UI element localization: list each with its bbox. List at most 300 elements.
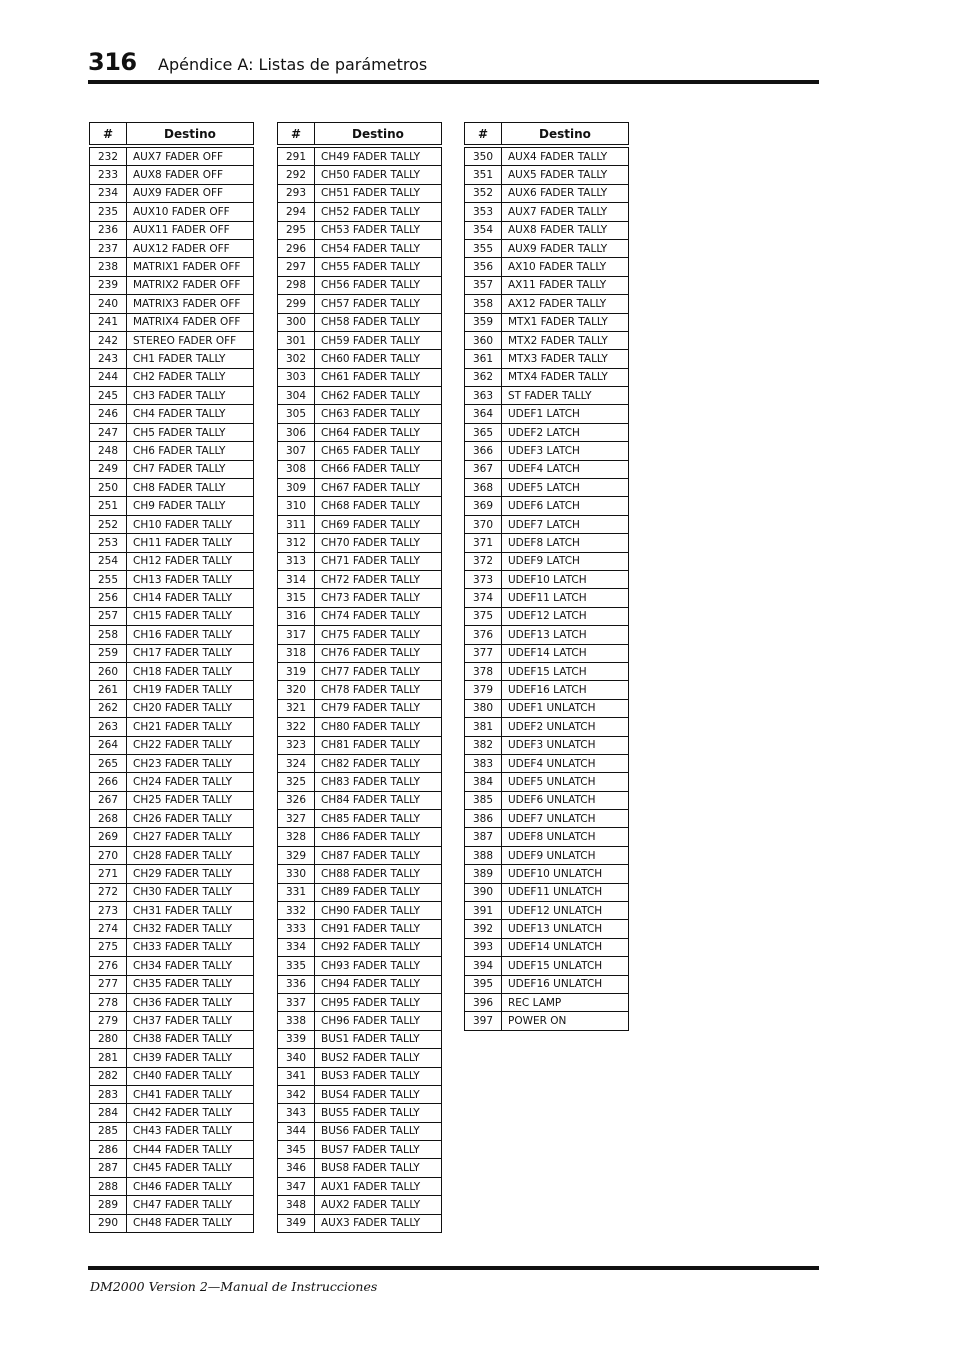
table-row xyxy=(278,1012,442,1030)
param-number: 232 xyxy=(90,146,127,166)
param-number: 277 xyxy=(90,975,127,993)
param-destino: UDEF11 LATCH xyxy=(502,589,629,607)
table-row xyxy=(278,883,442,901)
param-destino: CH66 FADER TALLY xyxy=(315,460,442,478)
param-number: 345 xyxy=(278,1141,315,1159)
param-destino: CH90 FADER TALLY xyxy=(315,902,442,920)
table-row xyxy=(278,791,442,809)
table-row xyxy=(90,221,254,239)
table-row xyxy=(465,515,629,533)
table-row xyxy=(278,387,442,405)
table-row xyxy=(90,1177,254,1195)
table-row xyxy=(90,387,254,405)
param-destino: CH62 FADER TALLY xyxy=(315,387,442,405)
param-number: 306 xyxy=(278,423,315,441)
table-row xyxy=(90,644,254,662)
table-row xyxy=(278,1085,442,1103)
table-row xyxy=(465,479,629,497)
param-number: 316 xyxy=(278,607,315,625)
param-number: 270 xyxy=(90,846,127,864)
param-destino: CH96 FADER TALLY xyxy=(315,1012,442,1030)
param-number: 272 xyxy=(90,883,127,901)
table-row xyxy=(278,479,442,497)
param-number: 280 xyxy=(90,1030,127,1048)
param-number: 337 xyxy=(278,993,315,1011)
table-row xyxy=(278,442,442,460)
param-number: 237 xyxy=(90,239,127,257)
table-row xyxy=(278,221,442,239)
param-number: 250 xyxy=(90,479,127,497)
param-destino: UDEF10 LATCH xyxy=(502,570,629,588)
table-row xyxy=(90,239,254,257)
page-title: Apéndice A: Listas de parámetros xyxy=(158,55,428,74)
param-destino: UDEF7 LATCH xyxy=(502,515,629,533)
param-number: 253 xyxy=(90,534,127,552)
param-number: 255 xyxy=(90,570,127,588)
table-row xyxy=(465,791,629,809)
param-destino: AUX1 FADER TALLY xyxy=(315,1177,442,1195)
param-number: 335 xyxy=(278,957,315,975)
param-destino: CH93 FADER TALLY xyxy=(315,957,442,975)
param-number: 247 xyxy=(90,423,127,441)
param-number: 360 xyxy=(465,331,502,349)
table-row xyxy=(278,938,442,956)
param-destino: BUS4 FADER TALLY xyxy=(315,1085,442,1103)
param-destino: CH59 FADER TALLY xyxy=(315,331,442,349)
param-number: 317 xyxy=(278,626,315,644)
column-header-number: # xyxy=(278,123,315,147)
param-destino: AUX7 FADER OFF xyxy=(127,146,254,166)
table-row xyxy=(465,810,629,828)
param-destino: MATRIX2 FADER OFF xyxy=(127,276,254,294)
param-destino: CH3 FADER TALLY xyxy=(127,387,254,405)
param-destino: UDEF7 UNLATCH xyxy=(502,810,629,828)
param-destino: CH14 FADER TALLY xyxy=(127,589,254,607)
param-number: 389 xyxy=(465,865,502,883)
param-destino: UDEF4 LATCH xyxy=(502,460,629,478)
table-row xyxy=(465,754,629,772)
param-number: 318 xyxy=(278,644,315,662)
param-destino: CH69 FADER TALLY xyxy=(315,515,442,533)
param-number: 394 xyxy=(465,957,502,975)
table-row xyxy=(278,846,442,864)
param-destino: CH13 FADER TALLY xyxy=(127,570,254,588)
param-destino: CH53 FADER TALLY xyxy=(315,221,442,239)
param-destino: CH32 FADER TALLY xyxy=(127,920,254,938)
param-destino: AX10 FADER TALLY xyxy=(502,258,629,276)
param-number: 266 xyxy=(90,773,127,791)
table-row xyxy=(465,239,629,257)
table-row xyxy=(465,699,629,717)
table-row xyxy=(465,681,629,699)
param-number: 243 xyxy=(90,350,127,368)
param-number: 310 xyxy=(278,497,315,515)
param-number: 384 xyxy=(465,773,502,791)
param-number: 346 xyxy=(278,1159,315,1177)
param-destino: AUX9 FADER TALLY xyxy=(502,239,629,257)
param-destino: CH20 FADER TALLY xyxy=(127,699,254,717)
table-row xyxy=(278,239,442,257)
param-number: 288 xyxy=(90,1177,127,1195)
param-destino: POWER ON xyxy=(502,1012,629,1030)
param-number: 311 xyxy=(278,515,315,533)
param-number: 348 xyxy=(278,1196,315,1214)
param-number: 276 xyxy=(90,957,127,975)
param-number: 365 xyxy=(465,423,502,441)
param-destino: UDEF3 LATCH xyxy=(502,442,629,460)
param-number: 233 xyxy=(90,166,127,184)
param-destino: CH92 FADER TALLY xyxy=(315,938,442,956)
table-row xyxy=(465,993,629,1011)
param-destino: UDEF3 UNLATCH xyxy=(502,736,629,754)
param-destino: CH89 FADER TALLY xyxy=(315,883,442,901)
param-destino: UDEF14 UNLATCH xyxy=(502,938,629,956)
param-number: 392 xyxy=(465,920,502,938)
table-row xyxy=(465,146,629,166)
param-destino: UDEF1 LATCH xyxy=(502,405,629,423)
table-row xyxy=(465,460,629,478)
param-destino: ST FADER TALLY xyxy=(502,387,629,405)
table-row xyxy=(465,883,629,901)
table-row xyxy=(90,534,254,552)
param-destino: REC LAMP xyxy=(502,993,629,1011)
table-row xyxy=(90,1049,254,1067)
table-row xyxy=(90,975,254,993)
param-destino: CH49 FADER TALLY xyxy=(315,146,442,166)
table-row xyxy=(90,810,254,828)
param-destino: MATRIX1 FADER OFF xyxy=(127,258,254,276)
param-destino: AUX7 FADER TALLY xyxy=(502,203,629,221)
param-destino: CH67 FADER TALLY xyxy=(315,479,442,497)
param-destino: CH28 FADER TALLY xyxy=(127,846,254,864)
param-number: 395 xyxy=(465,975,502,993)
param-destino: CH47 FADER TALLY xyxy=(127,1196,254,1214)
param-number: 321 xyxy=(278,699,315,717)
table-row xyxy=(465,350,629,368)
param-destino: CH4 FADER TALLY xyxy=(127,405,254,423)
page-header xyxy=(88,48,819,84)
param-destino: CH40 FADER TALLY xyxy=(127,1067,254,1085)
table-row xyxy=(465,368,629,386)
table-row xyxy=(465,957,629,975)
table-row xyxy=(278,146,442,166)
param-number: 391 xyxy=(465,902,502,920)
table-row xyxy=(90,589,254,607)
param-number: 347 xyxy=(278,1177,315,1195)
param-destino: CH57 FADER TALLY xyxy=(315,295,442,313)
param-number: 267 xyxy=(90,791,127,809)
param-destino: UDEF8 UNLATCH xyxy=(502,828,629,846)
header-rule xyxy=(88,80,819,84)
param-number: 324 xyxy=(278,754,315,772)
param-destino: AUX5 FADER TALLY xyxy=(502,166,629,184)
param-number: 339 xyxy=(278,1030,315,1048)
param-destino: UDEF9 UNLATCH xyxy=(502,846,629,864)
param-number: 238 xyxy=(90,258,127,276)
param-number: 234 xyxy=(90,184,127,202)
table-row xyxy=(278,460,442,478)
table-row xyxy=(278,368,442,386)
param-destino: CH70 FADER TALLY xyxy=(315,534,442,552)
param-destino: BUS2 FADER TALLY xyxy=(315,1049,442,1067)
table-row xyxy=(90,1085,254,1103)
param-destino: UDEF16 UNLATCH xyxy=(502,975,629,993)
table-row xyxy=(278,405,442,423)
param-destino: UDEF2 UNLATCH xyxy=(502,718,629,736)
param-number: 358 xyxy=(465,295,502,313)
parameter-table-3 xyxy=(464,122,629,1031)
param-number: 241 xyxy=(90,313,127,331)
param-number: 354 xyxy=(465,221,502,239)
param-destino: UDEF6 LATCH xyxy=(502,497,629,515)
param-destino: CH25 FADER TALLY xyxy=(127,791,254,809)
table-row xyxy=(90,295,254,313)
table-row xyxy=(465,920,629,938)
table-row xyxy=(90,828,254,846)
param-destino: CH76 FADER TALLY xyxy=(315,644,442,662)
table-row xyxy=(465,295,629,313)
param-number: 375 xyxy=(465,607,502,625)
param-number: 362 xyxy=(465,368,502,386)
param-number: 294 xyxy=(278,203,315,221)
param-number: 373 xyxy=(465,570,502,588)
table-row xyxy=(465,166,629,184)
param-number: 289 xyxy=(90,1196,127,1214)
param-destino: CH39 FADER TALLY xyxy=(127,1049,254,1067)
table-row xyxy=(278,626,442,644)
param-number: 292 xyxy=(278,166,315,184)
table-row xyxy=(90,331,254,349)
param-number: 297 xyxy=(278,258,315,276)
param-number: 325 xyxy=(278,773,315,791)
param-number: 340 xyxy=(278,1049,315,1067)
param-number: 387 xyxy=(465,828,502,846)
table-row xyxy=(465,828,629,846)
param-number: 359 xyxy=(465,313,502,331)
param-number: 343 xyxy=(278,1104,315,1122)
param-destino: MTX1 FADER TALLY xyxy=(502,313,629,331)
param-number: 368 xyxy=(465,479,502,497)
param-destino: UDEF9 LATCH xyxy=(502,552,629,570)
table-row xyxy=(278,1177,442,1195)
param-destino: CH21 FADER TALLY xyxy=(127,718,254,736)
param-destino: UDEF10 UNLATCH xyxy=(502,865,629,883)
table-row xyxy=(90,699,254,717)
table-row xyxy=(90,515,254,533)
table-row xyxy=(90,846,254,864)
param-number: 312 xyxy=(278,534,315,552)
table-row xyxy=(278,534,442,552)
table-row xyxy=(90,920,254,938)
param-number: 256 xyxy=(90,589,127,607)
param-destino: CH78 FADER TALLY xyxy=(315,681,442,699)
table-row xyxy=(465,313,629,331)
param-destino: CH37 FADER TALLY xyxy=(127,1012,254,1030)
column-header-destino: Destino xyxy=(315,123,442,147)
param-number: 235 xyxy=(90,203,127,221)
param-number: 364 xyxy=(465,405,502,423)
param-destino: CH80 FADER TALLY xyxy=(315,718,442,736)
table-row xyxy=(465,258,629,276)
param-number: 326 xyxy=(278,791,315,809)
table-row xyxy=(278,589,442,607)
param-number: 390 xyxy=(465,883,502,901)
param-number: 252 xyxy=(90,515,127,533)
param-destino: CH43 FADER TALLY xyxy=(127,1122,254,1140)
param-destino: AUX12 FADER OFF xyxy=(127,239,254,257)
param-number: 333 xyxy=(278,920,315,938)
table-row xyxy=(90,313,254,331)
param-number: 361 xyxy=(465,350,502,368)
param-destino: CH16 FADER TALLY xyxy=(127,626,254,644)
param-destino: CH65 FADER TALLY xyxy=(315,442,442,460)
param-number: 300 xyxy=(278,313,315,331)
table-row xyxy=(90,1012,254,1030)
param-number: 295 xyxy=(278,221,315,239)
param-number: 257 xyxy=(90,607,127,625)
param-destino: AUX2 FADER TALLY xyxy=(315,1196,442,1214)
table-row xyxy=(465,221,629,239)
table-header-row xyxy=(465,123,629,147)
table-row xyxy=(90,1159,254,1177)
table-row xyxy=(90,773,254,791)
table-row xyxy=(278,184,442,202)
parameter-table-1 xyxy=(89,122,254,1233)
param-number: 374 xyxy=(465,589,502,607)
param-destino: AUX10 FADER OFF xyxy=(127,203,254,221)
param-destino: STEREO FADER OFF xyxy=(127,331,254,349)
table-row xyxy=(278,1196,442,1214)
param-number: 279 xyxy=(90,1012,127,1030)
param-number: 382 xyxy=(465,736,502,754)
table-row xyxy=(90,497,254,515)
table-row xyxy=(90,1067,254,1085)
param-destino: AUX11 FADER OFF xyxy=(127,221,254,239)
param-number: 248 xyxy=(90,442,127,460)
param-number: 355 xyxy=(465,239,502,257)
param-number: 338 xyxy=(278,1012,315,1030)
param-number: 314 xyxy=(278,570,315,588)
param-number: 260 xyxy=(90,662,127,680)
param-number: 328 xyxy=(278,828,315,846)
column-header-destino: Destino xyxy=(127,123,254,147)
table-row xyxy=(465,736,629,754)
table-row xyxy=(278,718,442,736)
param-destino: CH24 FADER TALLY xyxy=(127,773,254,791)
table-row xyxy=(90,902,254,920)
param-destino: UDEF12 UNLATCH xyxy=(502,902,629,920)
param-destino: BUS6 FADER TALLY xyxy=(315,1122,442,1140)
table-row xyxy=(465,570,629,588)
table-row xyxy=(278,1141,442,1159)
table-row xyxy=(278,902,442,920)
table-row xyxy=(465,442,629,460)
table-row xyxy=(465,203,629,221)
table-row xyxy=(90,607,254,625)
param-number: 249 xyxy=(90,460,127,478)
param-number: 367 xyxy=(465,460,502,478)
param-destino: CH72 FADER TALLY xyxy=(315,570,442,588)
param-destino: MTX4 FADER TALLY xyxy=(502,368,629,386)
param-destino: CH52 FADER TALLY xyxy=(315,203,442,221)
param-number: 379 xyxy=(465,681,502,699)
table-row xyxy=(465,405,629,423)
table-row xyxy=(278,920,442,938)
param-number: 329 xyxy=(278,846,315,864)
param-destino: AUX9 FADER OFF xyxy=(127,184,254,202)
param-destino: AX11 FADER TALLY xyxy=(502,276,629,294)
table-row xyxy=(90,368,254,386)
param-destino: CH51 FADER TALLY xyxy=(315,184,442,202)
param-destino: AX12 FADER TALLY xyxy=(502,295,629,313)
param-destino: BUS7 FADER TALLY xyxy=(315,1141,442,1159)
table-row xyxy=(90,184,254,202)
param-destino: CH2 FADER TALLY xyxy=(127,368,254,386)
param-number: 371 xyxy=(465,534,502,552)
table-row xyxy=(465,1012,629,1030)
table-row xyxy=(278,993,442,1011)
param-destino: UDEF2 LATCH xyxy=(502,423,629,441)
column-header-destino: Destino xyxy=(502,123,629,147)
table-row xyxy=(278,295,442,313)
param-number: 396 xyxy=(465,993,502,1011)
table-row xyxy=(465,552,629,570)
param-number: 236 xyxy=(90,221,127,239)
param-number: 385 xyxy=(465,791,502,809)
param-number: 287 xyxy=(90,1159,127,1177)
table-row xyxy=(278,754,442,772)
param-destino: CH55 FADER TALLY xyxy=(315,258,442,276)
table-header-row xyxy=(278,123,442,147)
table-row xyxy=(90,479,254,497)
table-row xyxy=(90,258,254,276)
param-number: 380 xyxy=(465,699,502,717)
param-destino: CH23 FADER TALLY xyxy=(127,754,254,772)
param-destino: CH83 FADER TALLY xyxy=(315,773,442,791)
param-destino: AUX8 FADER OFF xyxy=(127,166,254,184)
param-number: 278 xyxy=(90,993,127,1011)
table-row xyxy=(90,146,254,166)
param-number: 308 xyxy=(278,460,315,478)
param-destino: BUS3 FADER TALLY xyxy=(315,1067,442,1085)
param-destino: CH35 FADER TALLY xyxy=(127,975,254,993)
param-destino: CH46 FADER TALLY xyxy=(127,1177,254,1195)
table-row xyxy=(90,166,254,184)
param-destino: CH15 FADER TALLY xyxy=(127,607,254,625)
param-number: 285 xyxy=(90,1122,127,1140)
table-row xyxy=(465,662,629,680)
param-number: 240 xyxy=(90,295,127,313)
param-destino: MTX3 FADER TALLY xyxy=(502,350,629,368)
param-number: 307 xyxy=(278,442,315,460)
param-number: 372 xyxy=(465,552,502,570)
table-row xyxy=(278,276,442,294)
table-row xyxy=(90,662,254,680)
table-row xyxy=(465,331,629,349)
table-row xyxy=(90,883,254,901)
table-row xyxy=(465,865,629,883)
table-row xyxy=(278,570,442,588)
param-destino: UDEF11 UNLATCH xyxy=(502,883,629,901)
param-number: 393 xyxy=(465,938,502,956)
param-destino: CH1 FADER TALLY xyxy=(127,350,254,368)
page-footer: DM2000 Version 2—Manual de Instrucciones xyxy=(90,1279,378,1294)
param-number: 322 xyxy=(278,718,315,736)
table-row xyxy=(278,258,442,276)
param-number: 319 xyxy=(278,662,315,680)
param-destino: CH88 FADER TALLY xyxy=(315,865,442,883)
param-destino: CH61 FADER TALLY xyxy=(315,368,442,386)
